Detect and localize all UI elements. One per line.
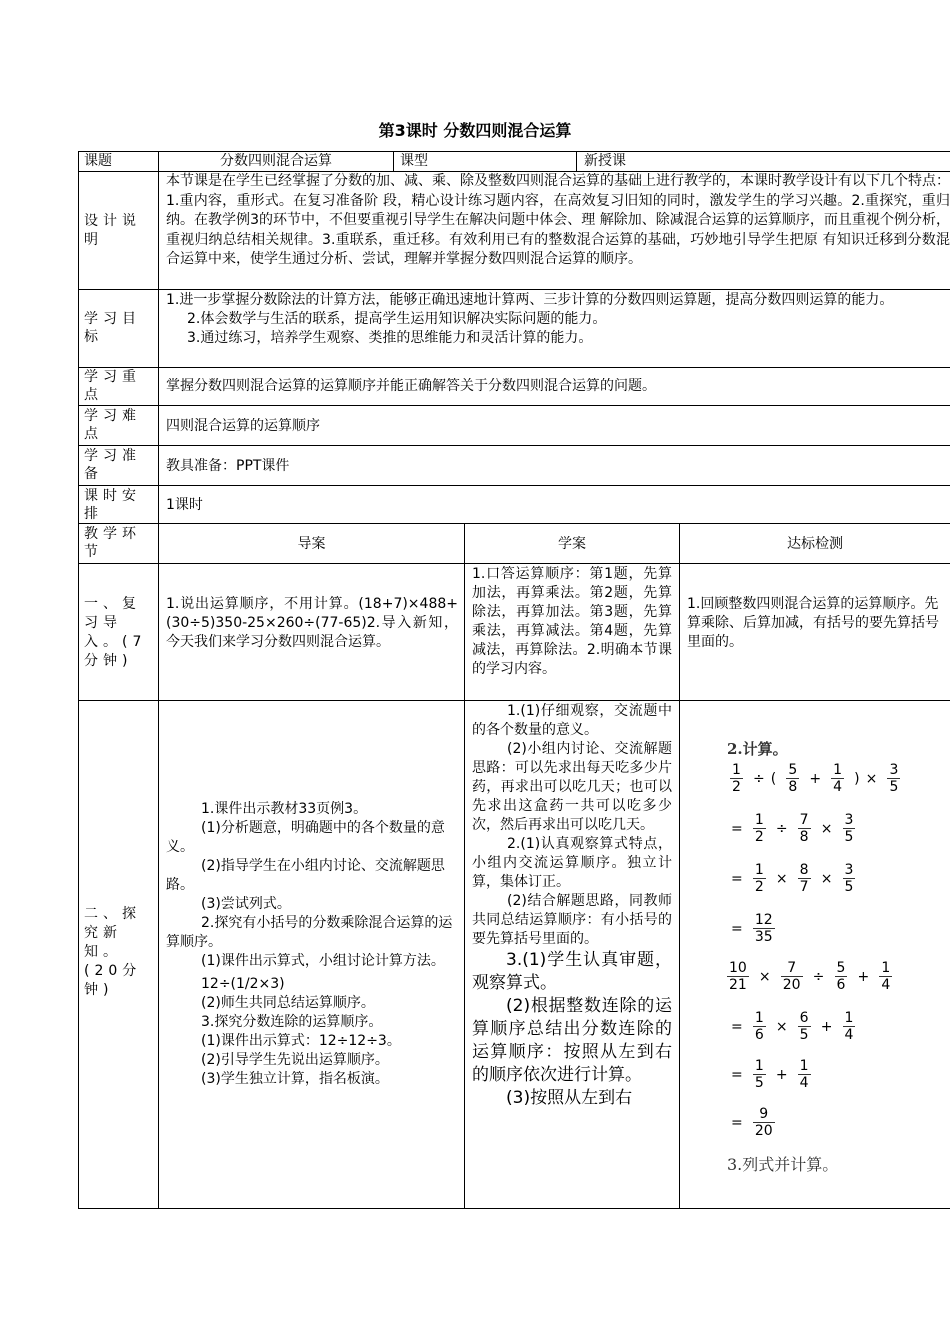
goal-item: 2.体会数学与生活的联系，提高学生运用知识解决实际问题的能力。 <box>187 311 607 327</box>
guide-step: (3)学生独立计算，指名板演。 <box>201 1071 389 1087</box>
prep-text: 教具准备：PPT课件 <box>166 458 290 474</box>
prep-label: 学习准备 <box>84 448 141 482</box>
study-step: 1.(1)仔细观察，交流题中的各个数量的意义。 <box>472 703 672 738</box>
math-row-6: = $\frac{1}{6}$ × $\frac{6}{5}$ + $\frac{1}{4}$ <box>731 1010 854 1043</box>
study-step: (2)小组内讨论、交流解题思路：可以先求出每天吃多少片药，再求出可以吃几天；也可以先求出这盒药一共可以吃多少次，然后再求出可以吃几天。 <box>472 741 672 833</box>
calc-heading-3: 3.列式并计算。 <box>727 1155 839 1174</box>
guide-step: 12÷(1/2×3) <box>201 976 285 992</box>
guide-step: (1)分析题意，明确题中的各个数量的意义。 <box>166 820 445 855</box>
key-text: 掌握分数四则混合运算的运算顺序并能正确解答关于分数四则混合运算的问题。 <box>166 378 656 394</box>
stage-column-header: 教学环节 <box>84 526 141 560</box>
study-step: (2)根据整数连除的运算顺序总结出分数连除的运算顺序：按照从左到右的顺序依次进行计算。 <box>472 996 672 1085</box>
check-column-header: 达标检测 <box>787 536 843 552</box>
stage1-guide: 1.说出运算顺序，不用计算。(18+7)×488+(30÷5)350-25×260÷(77-65)2.导入新知，今天我们来学习分数四则混合运算。 <box>166 596 458 650</box>
lesson-type-value: 新授课 <box>584 153 626 169</box>
design-label: 设计说明 <box>84 213 141 248</box>
calc-heading: 2.计算。 <box>727 740 788 758</box>
goal-item: 3.通过练习，培养学生观察、类推的思维能力和灵活计算的能力。 <box>187 330 593 346</box>
study-step: 2.(1)认真观察算式特点，小组内交流运算顺序。独立计算，集体订正。 <box>472 836 672 890</box>
guide-step: 2.探究有小括号的分数乘除混合运算的运算顺序。 <box>166 915 453 950</box>
goals-label: 学习目标 <box>84 311 141 345</box>
guide-column-header: 导案 <box>297 536 326 552</box>
math-row-2: = $\frac{1}{2}$ ÷ $\frac{7}{8}$ × $\frac{3}{5}$ <box>731 812 854 845</box>
guide-step: (2)师生共同总结运算顺序。 <box>201 995 375 1011</box>
guide-step: 1.课件出示教材33页例3。 <box>201 801 368 817</box>
study-step: (3)按照从左到右 <box>506 1088 633 1108</box>
study-step: (2)结合解题思路，同教师共同总结运算顺序：有小括号的要先算括号里面的。 <box>472 893 672 947</box>
page-title: 第3课时 分数四则混合运算 <box>378 121 572 140</box>
stage2-study <box>472 702 672 1208</box>
guide-step: (3)尝试列式。 <box>201 896 291 912</box>
math-row-1: $\frac{1}{2}$ ÷ ( $\frac{5}{8}$ + $\frac{1}{4}$ ) × $\frac{3}{5}$ <box>732 762 899 795</box>
difficulty-text: 四则混合运算的运算顺序 <box>166 418 320 434</box>
hours-label: 课时安排 <box>84 488 141 522</box>
difficulty-label: 学习难点 <box>84 408 141 442</box>
goal-item: 1.进一步掌握分数除法的计算方法，能够正确迅速地计算两、三步计算的分数四则运算题，提高分数四则运算的能力。 <box>166 292 894 308</box>
stage2-label: 二、探究新知。(20分钟) <box>84 906 142 998</box>
stage1-check: 1.回顾整数四则混合运算的运算顺序。先算乘除、后算加减，有括号的要先算括号里面的。 <box>687 596 939 650</box>
stage1-label: 一、复习导入。(7分钟) <box>84 596 147 669</box>
guide-step: (2)指导学生在小组内讨论、交流解题思路。 <box>166 858 445 893</box>
stage1-study: 1.口答运算顺序：第1题，先算加法，再算乘法。第2题，先算除法，再算加法。第3题，先算乘法，再算减法。第4题，先算减法，再算除法。2.明确本节课的学习内容。 <box>472 566 672 677</box>
math-row-5: $\frac{10}{21}$ × $\frac{7}{20}$ ÷ $\frac{5}{6}$ + $\frac{1}{4}$ <box>729 960 891 993</box>
guide-step: (1)课件出示算式，小组讨论计算方法。 <box>201 953 445 969</box>
lesson-name: 分数四则混合运算 <box>220 153 332 169</box>
lesson-type-label: 课型 <box>400 153 428 169</box>
goals-text <box>166 291 950 348</box>
math-row-7: = $\frac{1}{5}$ + $\frac{1}{4}$ <box>731 1058 809 1091</box>
hours-text: 1课时 <box>166 497 203 513</box>
guide-step: 3.探究分数连除的运算顺序。 <box>201 1014 383 1030</box>
math-row-4: = $\frac{12}{35}$ <box>731 912 773 945</box>
study-step: 3.(1)学生认真审题，观察算式。 <box>472 950 672 993</box>
design-text: 本节课是在学生已经掌握了分数的加、减、乘、除及整数四则混合运算的基础上进行教学的，本课时教学设计有以下几个特点：1.重内容，重形式。在复习准备阶 段，精心设计练习题内容，在高效复习旧知的同时，激发学生的学习兴趣。2.重探究，重归纳。在教学例3的环节中，不但要重视引导学生在解决问题中体会、理 解除加、除减混合运算的运算顺序，而且重视个例分析，重视归纳总结相关规律。3.重联系，重迁移。有效利用已有的整数混合运算的基础，巧妙地引导学生把原 有知识迁移到分数混合运算中来，使学生通过分析、尝试，理解并掌握分数四则混合运算的顺序。 <box>166 173 950 267</box>
math-row-8: = $\frac{9}{20}$ <box>731 1106 773 1139</box>
guide-step: (2)引导学生先说出运算顺序。 <box>201 1052 389 1068</box>
lesson-label: 课题 <box>84 153 112 169</box>
study-column-header: 学案 <box>558 536 586 552</box>
key-label: 学习重点 <box>84 369 141 403</box>
stage2-guide <box>166 800 458 1089</box>
guide-step: (1)课件出示算式：12÷12÷3。 <box>201 1033 401 1049</box>
math-row-3: = $\frac{1}{2}$ × $\frac{8}{7}$ × $\frac{3}{5}$ <box>731 862 854 895</box>
